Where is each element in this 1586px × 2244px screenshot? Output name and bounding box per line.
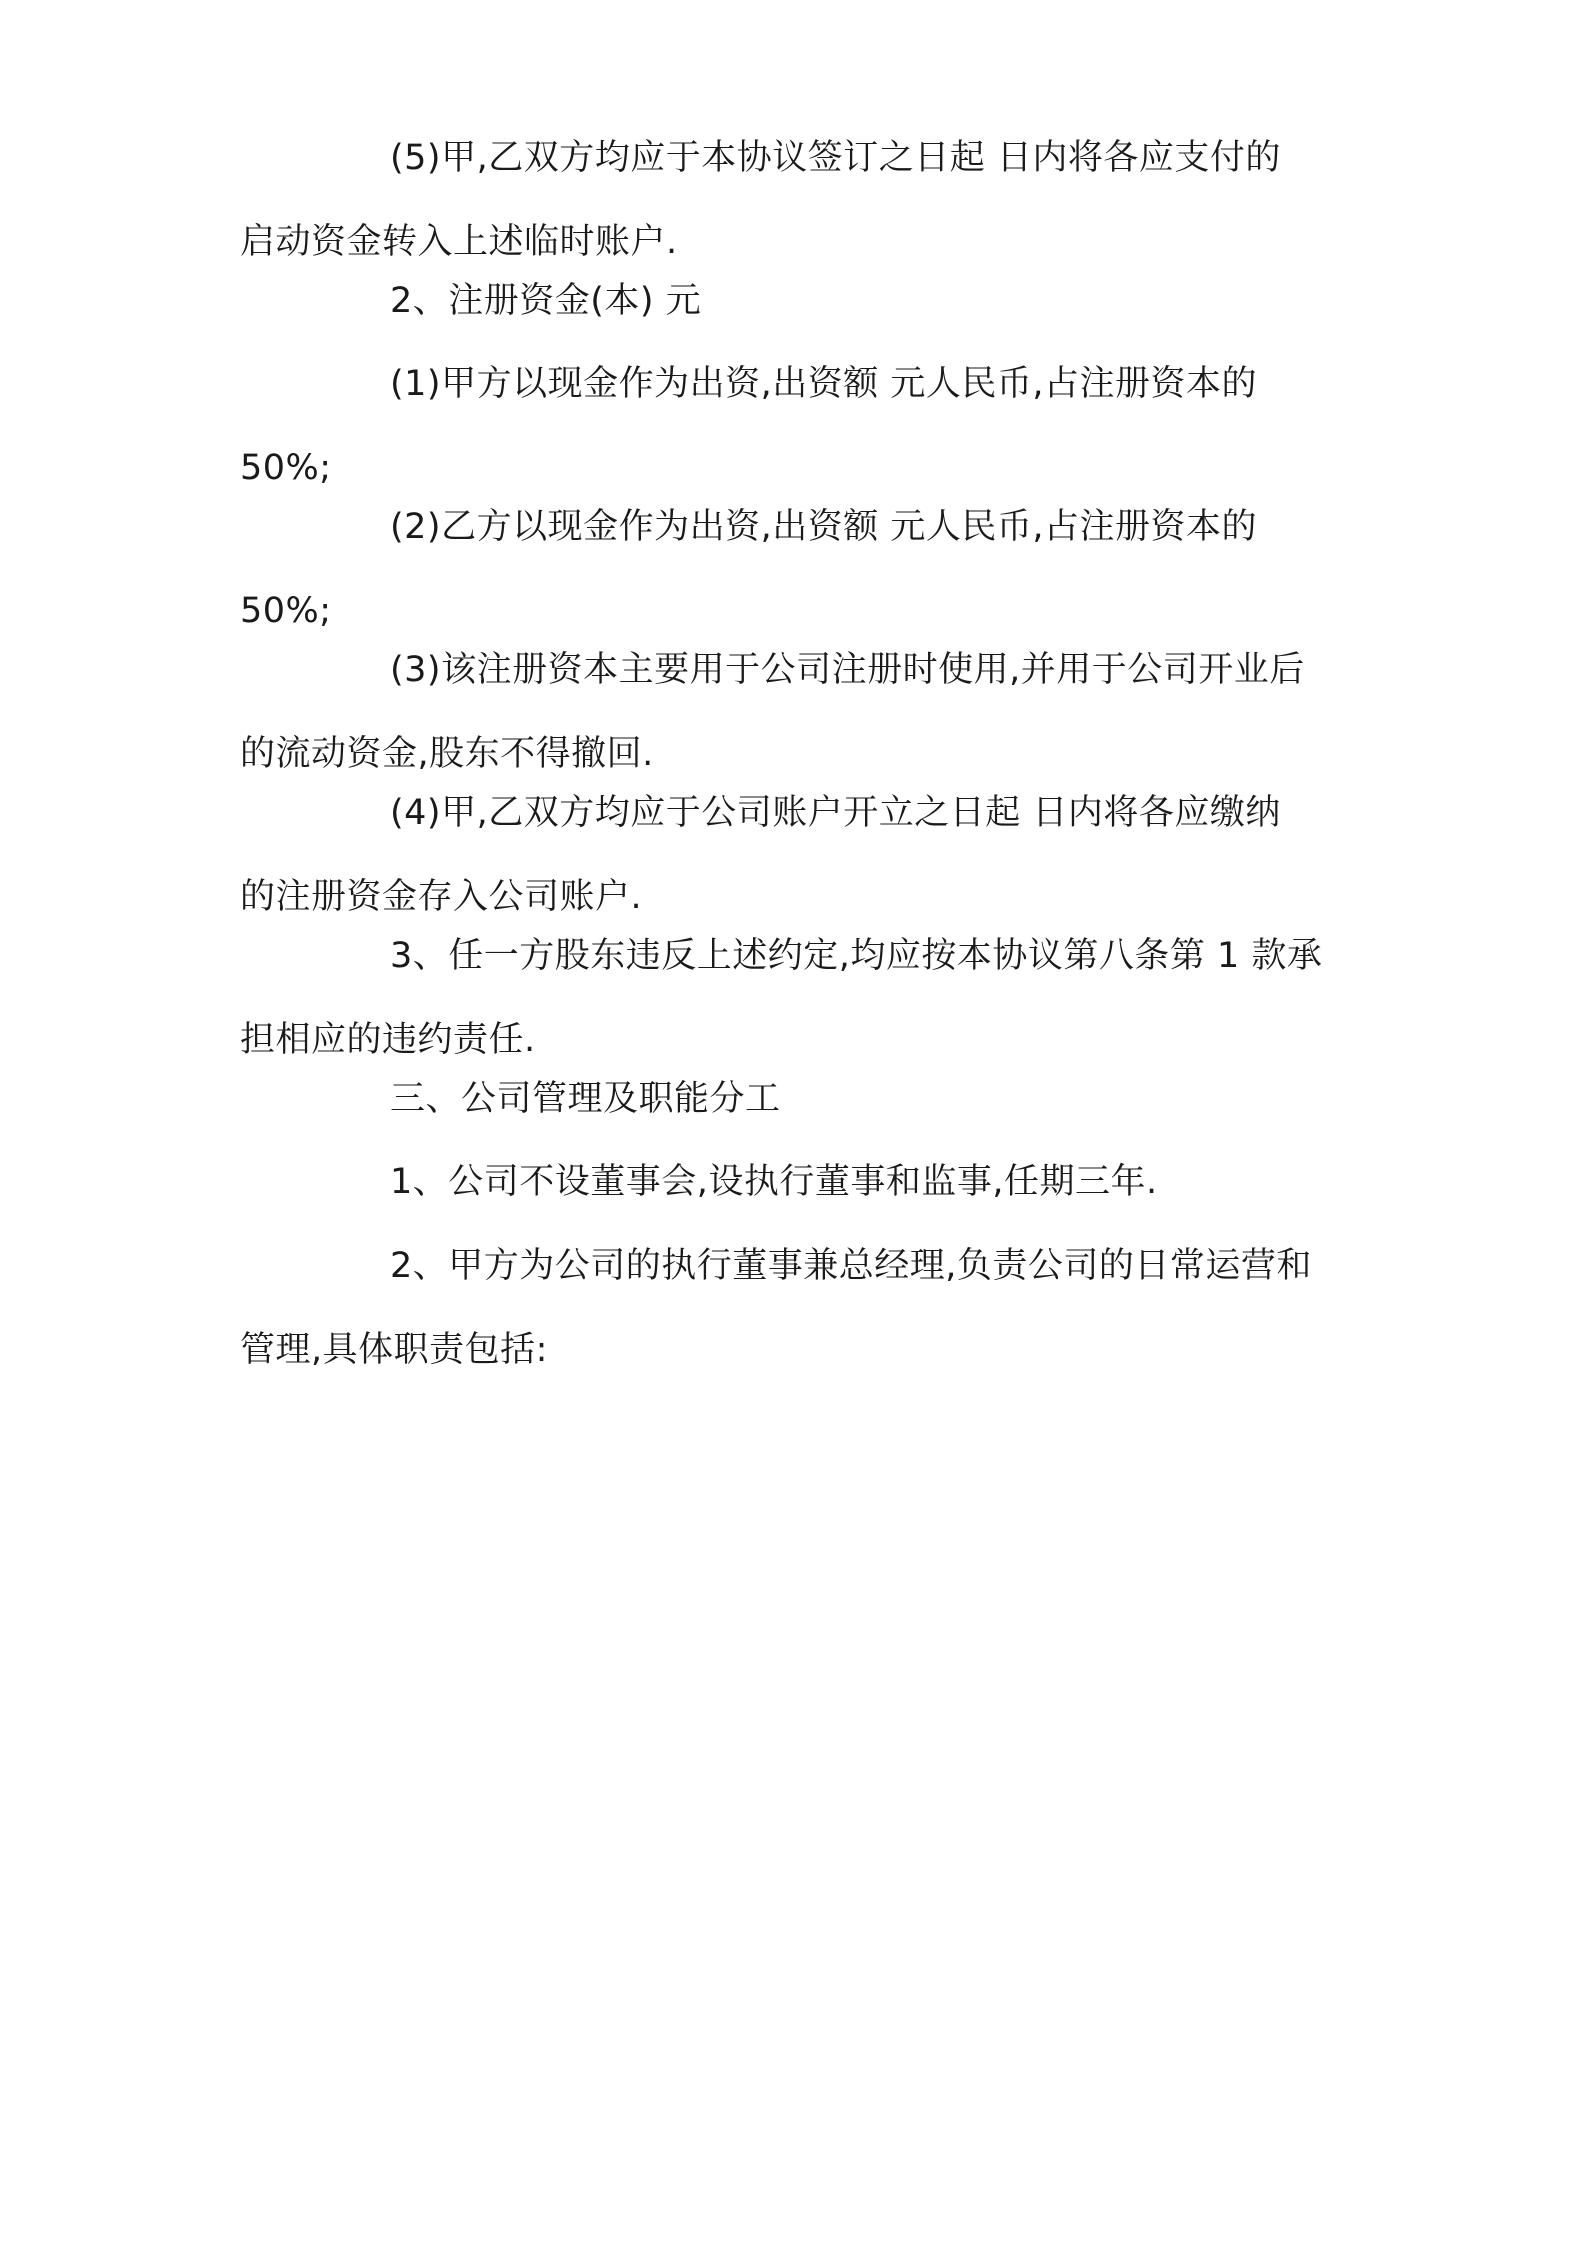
clause-line: 的流动资金,股东不得撤回. — [240, 734, 654, 774]
clause-line: 3、任一方股东违反上述约定,均应按本协议第八条第 1 款承 — [390, 936, 1323, 976]
clause-paragraph — [240, 259, 1360, 343]
clause-paragraph — [240, 1140, 1360, 1224]
clause-line: 2、甲方为公司的执行董事兼总经理,负责公司的日常运营和 — [390, 1246, 1312, 1286]
clause-line: 2、注册资金(本) 元 — [390, 281, 702, 321]
clause-line: (4)甲,乙双方均应于公司账户开立之日起 日内将各应缴纳 — [390, 793, 1281, 833]
clause-line: 管理,具体职责包括: — [240, 1330, 548, 1370]
clause-line: 50%; — [240, 448, 332, 488]
clause-paragraph — [240, 1224, 1360, 1392]
clause-line: 50%; — [240, 591, 332, 631]
clause-line: 担相应的违约责任. — [240, 1020, 536, 1060]
clause-line: 的注册资金存入公司账户. — [240, 877, 643, 917]
section-heading-text: 三、公司管理及职能分工 — [390, 1079, 781, 1119]
clause-line: 启动资金转入上述临时账户. — [240, 222, 678, 262]
clause-line: (3)该注册资本主要用于公司注册时使用,并用于公司开业后 — [390, 650, 1305, 690]
clause-line: (1)甲方以现金作为出资,出资额 元人民币,占注册资本的 — [390, 364, 1257, 404]
section-heading — [240, 1057, 1360, 1141]
clause-line: (2)乙方以现金作为出资,出资额 元人民币,占注册资本的 — [390, 507, 1257, 547]
clause-line: (5)甲,乙双方均应于本协议签订之日起 日内将各应支付的 — [390, 138, 1281, 178]
clause-line: 1、公司不设董事会,设执行董事和监事,任期三年. — [390, 1162, 1158, 1202]
